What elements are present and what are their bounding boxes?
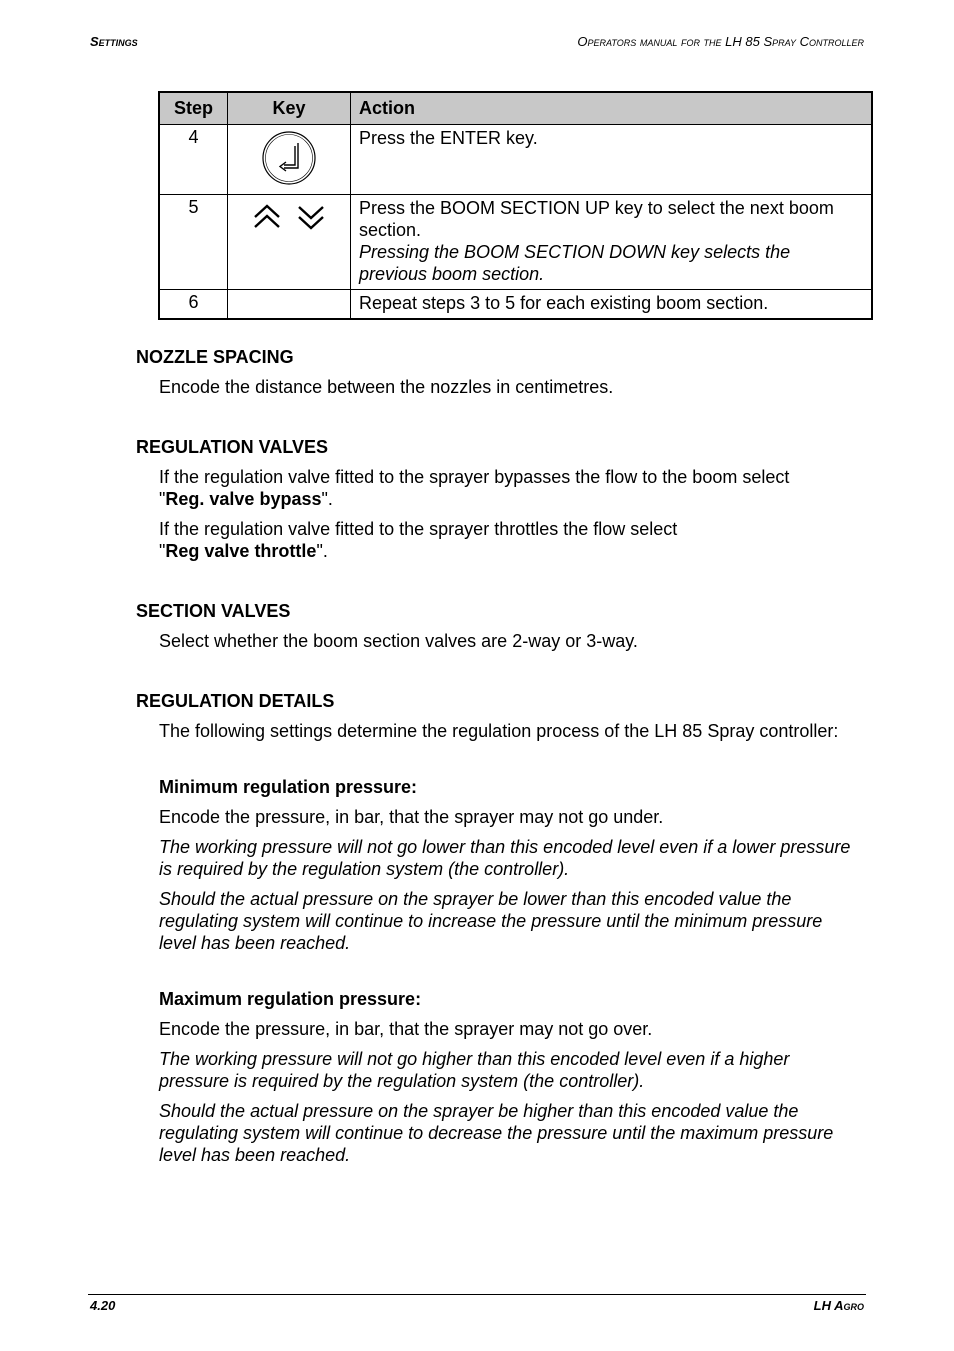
- header-section-title: Settings: [90, 34, 138, 49]
- enter-key-icon: [260, 129, 318, 187]
- section-valves-text: Select whether the boom section valves are 2-way or 3-way.: [159, 631, 638, 651]
- heading-regulation-details: REGULATION DETAILS: [136, 691, 335, 711]
- heading-section-valves: SECTION VALVES: [136, 601, 291, 621]
- table-row: [159, 125, 872, 195]
- regulation-details-text: The following settings determine the regulation process of the LH 85 Spray controller:: [159, 721, 839, 741]
- action-cell: [351, 195, 873, 290]
- step-number: 4: [159, 125, 228, 195]
- table-header-row: [159, 92, 872, 125]
- boom-section-down-icon: [296, 203, 326, 231]
- boom-section-up-icon: [252, 203, 282, 231]
- col-header-step: Step: [159, 92, 228, 125]
- table-row: [159, 290, 872, 320]
- footer-brand: LH Agro: [813, 1298, 864, 1313]
- col-header-action: Action: [351, 92, 873, 125]
- nozzle-spacing-text: Encode the distance between the nozzles in centimetres.: [159, 377, 614, 397]
- action-cell: [351, 290, 873, 320]
- reg-valve-bypass-text: If the regulation valve fitted to the sprayer bypasses the flow to the boom select "Reg. valve bypass".: [159, 467, 790, 509]
- max-pressure-text-1: Encode the pressure, in bar, that the sprayer may not go over.: [159, 1019, 653, 1039]
- action-note: Pressing the BOOM SECTION DOWN key selects the previous boom section.: [359, 242, 791, 284]
- max-pressure-text-2: The working pressure will not go higher than this encoded level even if a higher pressure is required by the regulation system (the controller).: [159, 1049, 790, 1091]
- table-row: [159, 195, 872, 290]
- footer-page-number: 4.20: [90, 1298, 116, 1313]
- step-number: 5: [159, 195, 228, 290]
- reg-valve-throttle-sentence: If the regulation valve fitted to the sprayer throttles the flow select: [159, 519, 678, 539]
- heading-max-regulation-pressure: Maximum regulation pressure:: [159, 989, 422, 1009]
- action-cell: [351, 125, 873, 195]
- reg-valve-bypass-sentence: If the regulation valve fitted to the sprayer bypasses the flow to the boom select: [159, 467, 790, 487]
- footer-divider: [88, 1294, 866, 1295]
- action-text: Repeat steps 3 to 5 for each existing boom section.: [359, 293, 769, 313]
- min-pressure-text-1: Encode the pressure, in bar, that the sprayer may not go under.: [159, 807, 664, 827]
- key-cell: [228, 125, 351, 195]
- min-pressure-text-2: The working pressure will not go lower than this encoded level even if a lower pressure is required by the regulation system (the controller).: [159, 837, 851, 879]
- action-text: Press the ENTER key.: [359, 128, 538, 148]
- heading-min-regulation-pressure: Minimum regulation pressure:: [159, 777, 418, 797]
- min-pressure-text-3: Should the actual pressure on the sprayer be lower than this encoded value the regulating system will continue to increase the pressure until the minimum pressure level has been reached.: [159, 889, 823, 953]
- reg-valve-throttle-text: If the regulation valve fitted to the sprayer throttles the flow select "Reg valve throttle".: [159, 519, 678, 561]
- steps-table: [158, 91, 873, 320]
- key-cell: [228, 290, 351, 320]
- heading-nozzle-spacing: NOZZLE SPACING: [136, 347, 294, 367]
- max-pressure-text-3: Should the actual pressure on the sprayer be higher than this encoded value the regulating system will continue to decrease the pressure until the maximum pressure level has been reached.: [159, 1101, 834, 1165]
- page-content: [136, 346, 856, 1174]
- col-header-key: Key: [228, 92, 351, 125]
- heading-regulation-valves: REGULATION VALVES: [136, 437, 329, 457]
- action-text: Press the BOOM SECTION UP key to select the next boom section.: [359, 198, 834, 240]
- reg-valve-throttle-option: Reg valve throttle: [165, 541, 317, 561]
- header-manual-title: Operators manual for the LH 85 Spray Controller: [577, 34, 864, 49]
- reg-valve-bypass-option: Reg. valve bypass: [165, 489, 322, 509]
- step-number: 6: [159, 290, 228, 320]
- key-cell: [228, 195, 351, 290]
